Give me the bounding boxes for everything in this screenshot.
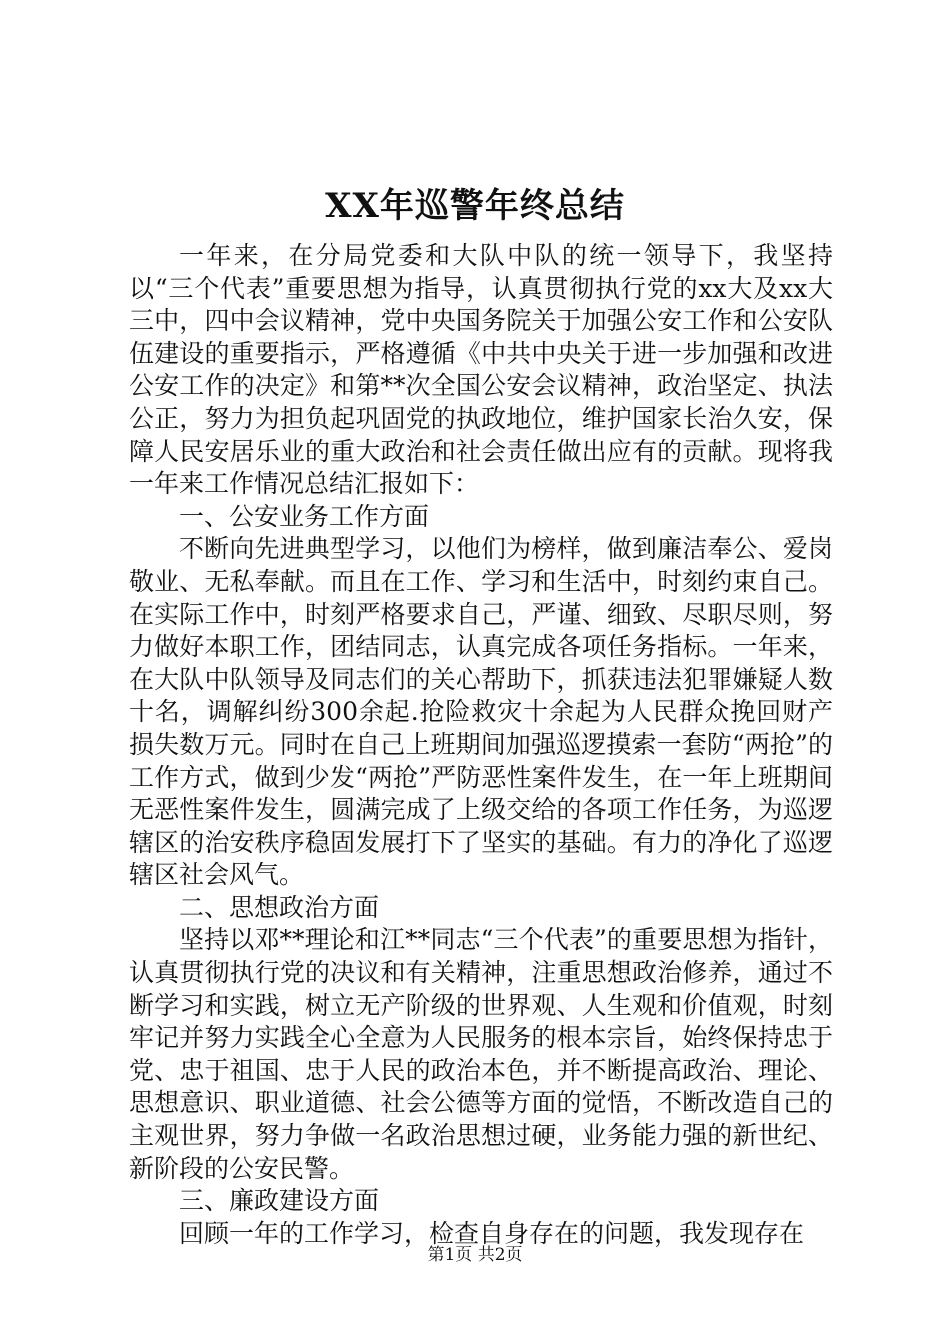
intro-paragraph: 一年来，在分局党委和大队中队的统一领导下，我坚持以“三个代表”重要思想为指导，认真贯彻执行党的xx大及xx大三中，四中会议精神，党中央国务院关于加强公安工作和公安队伍建设的重要指示，严格遵循《中共中央关于进一步加强和改进公安工作的决定》和第**次全国公安会议精神，政治坚定、执法公正，努力为担负起巩固党的执政地位，维护国家长治久安，保障人民安居乐业的重大政治和社会责任做出应有的贡献。现将我一年来工作情况总结汇报如下：: [129, 241, 833, 499]
page-footer: 第1页 共2页: [427, 1245, 523, 1265]
section-heading-political-thought: 二、思想政治方面: [179, 892, 380, 922]
document-title: XX年巡警年终总结: [325, 186, 625, 226]
political-thought-paragraph: 坚持以邓**理论和江**同志“三个代表”的重要思想为指针，认真贯彻执行党的决议和有关精神，注重思想政治修养，通过不断学习和实践，树立无产阶级的世界观、人生观和价值观，时刻牢记并努力实践全心全意为人民服务的根本宗旨，始终保持忠于党、忠于祖国、忠于人民的政治本色，并不断提高政治、理论、思想意识、职业道德、社会公德等方面的觉悟，不断改造自己的主观世界，努力争做一名政治思想过硬，业务能力强的新世纪、新阶段的公安民警。: [129, 925, 833, 1183]
police-work-paragraph: 不断向先进典型学习，以他们为榜样，做到廉洁奉公、爱岗敬业、无私奉献。而且在工作、学习和生活中，时刻约束自己。在实际工作中，时刻严格要求自己，严谨、细致、尽职尽则，努力做好本职工作，团结同志，认真完成各项任务指标。一年来，在大队中队领导及同志们的关心帮助下，抓获违法犯罪嫌疑人数十名，调解纠纷300余起.抢险救灾十余起为人民群众挽回财产损失数万元。同时在自己上班期间加强巡逻摸索一套防“两抢”的工作方式，做到少发“两抢”严防恶性案件发生，在一年上班期间无恶性案件发生，圆满完成了上级交给的各项工作任务，为巡逻辖区的治安秩序稳固发展打下了坚实的基础。有力的净化了巡逻辖区社会风气。: [129, 534, 833, 890]
document-body: [129, 240, 833, 1250]
integrity-paragraph: 回顾一年的工作学习，检查自身存在的问题，我发现存在: [179, 1218, 805, 1248]
section-heading-integrity: 三、廉政建设方面: [179, 1186, 380, 1216]
section-heading-police-work: 一、公安业务工作方面: [179, 501, 430, 531]
